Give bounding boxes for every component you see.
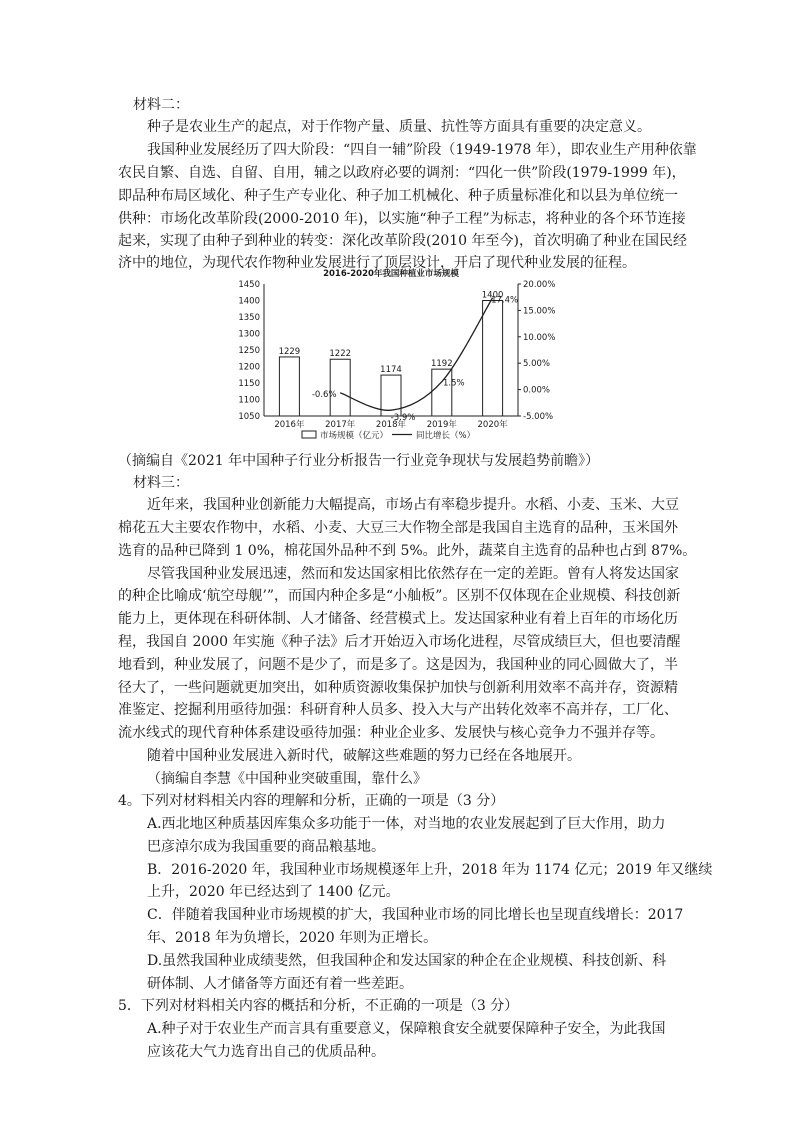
chart-svg bbox=[232, 268, 564, 448]
text-line: 尽管我国种业发展迅速，然而和发达国家相比依然存在一定的差距。曾有人将发达国家 bbox=[147, 566, 679, 582]
bar-value-label: 1174 bbox=[380, 365, 402, 376]
y-tick-label-right: 5.00% bbox=[523, 359, 551, 370]
legend-swatch-bar bbox=[302, 431, 316, 438]
source-citation: （摘编自李慧《中国种业突破重围，靠什么》 bbox=[147, 771, 427, 787]
x-tick-label: 2017年 bbox=[325, 420, 356, 430]
option-a-cont: 巴彦淖尔成为我国重要的商品粮基地。 bbox=[147, 839, 385, 855]
chart-title: 2016-2020年我国种植业市场规模 bbox=[323, 269, 459, 279]
text-line: 我国种业发展经历了四大阶段：“四自一辅”阶段（1949-1978 年），即农业生产用种依靠 bbox=[147, 142, 697, 158]
bar-value-label: 1229 bbox=[278, 346, 301, 357]
growth-value-label: -0.6% bbox=[311, 389, 337, 400]
y-tick-label-left: 1350 bbox=[238, 313, 260, 323]
legend-label-line: 同比增长（%） bbox=[416, 431, 476, 441]
option-a: A.种子对于农业生产而言具有重要意义，保障粮食安全就要保障种子安全，为此我国 bbox=[147, 1021, 666, 1037]
growth-value-label: -3.9% bbox=[390, 413, 416, 424]
y-tick-label-left: 1050 bbox=[238, 412, 260, 422]
text-line: 种子是农业生产的起点，对于作物产量、质量、抗性等方面具有重要的决定意义。 bbox=[147, 119, 651, 135]
text-line: 随着中国种业发展进入新时代，破解这些难题的努力已经在各地展开。 bbox=[147, 748, 581, 764]
growth-value-label: 17.4% bbox=[491, 295, 519, 306]
text-line: 供种：市场化改革阶段(2000-2010 年)，以实施“种子工程”为标志，将种业的各个环节连接 bbox=[118, 211, 686, 227]
bar-value-label: 1222 bbox=[329, 349, 352, 360]
legend-label-bar: 市场规模（亿元） bbox=[320, 431, 389, 441]
option-d-cont: 研体制、人才储备等方面还有着一些差距。 bbox=[147, 976, 413, 992]
text-line: 选育的品种已降到 1 0%，棉花国外品种不到 5%。此外，蔬菜自主选育的品种也占到 87%。 bbox=[118, 543, 697, 559]
text-line: 起来，实现了由种子到种业的转变：深化改革阶段(2010 年至今)，首次明确了种业在国民经 bbox=[118, 233, 688, 249]
text-line: 地看到，种业发展了，问题不是少了，而是多了。这是因为，我国种业的同心圆做大了，半 bbox=[118, 657, 678, 673]
text-line: 的种企比喻成‘航空母舰’”，而国内种企多是“小舢板”。区别不仅体现在企业规模、科技创新 bbox=[118, 588, 681, 604]
text-line: 准鉴定、挖掘利用亟待加强：科研育种人员多、投入大与产出转化效率不高并存，工厂化、 bbox=[118, 702, 678, 718]
x-tick-label: 2018年 bbox=[375, 420, 407, 430]
bar bbox=[432, 369, 452, 416]
text-line: 即品种布局区域化、种子生产专业化、种子加工机械化、种子质量标准化和以县为单位统一 bbox=[118, 188, 678, 204]
option-c-cont: 年、2018 年为负增长，2020 年则为正增长。 bbox=[147, 930, 438, 946]
y-tick-label-left: 1400 bbox=[238, 296, 260, 307]
text-line: 材料二： bbox=[133, 97, 189, 113]
y-tick-label-left: 1300 bbox=[238, 329, 260, 340]
y-tick-label-left: 1150 bbox=[238, 379, 260, 389]
bar bbox=[330, 359, 350, 416]
text-line: 农民自繁、自选、自留、自用，辅之以政府必要的调剂：“四化一供”阶段(1979-1999 年)， bbox=[118, 165, 686, 181]
y-tick-label-left: 1450 bbox=[238, 280, 260, 290]
y-tick-label-right: 10.00% bbox=[523, 332, 556, 343]
text-line: 棉花五大主要农作物中，水稻、小麦、大豆三大作物全部是我国自主选育的品种，玉米国外 bbox=[118, 520, 678, 536]
option-b: B．2016-2020 年，我国种业市场规模逐年上升，2018 年为 1174 亿元；2019 年又继续 bbox=[147, 862, 713, 878]
text-line: 材料三： bbox=[133, 475, 189, 491]
text-line: 近年来，我国种业创新能力大幅提高，市场占有率稳步提升。水稻、小麦、玉米、大豆 bbox=[147, 497, 679, 513]
x-tick-label: 2016年 bbox=[274, 420, 305, 430]
option-a-cont: 应该花大气力选育出自己的优质品种。 bbox=[147, 1044, 385, 1060]
bar bbox=[483, 301, 503, 417]
bar bbox=[279, 357, 299, 416]
y-tick-label-left: 1100 bbox=[238, 395, 260, 406]
y-tick-label-right: -5.00% bbox=[523, 412, 554, 422]
bar-value-label: 1192 bbox=[430, 359, 453, 370]
x-tick-label: 2019年 bbox=[426, 420, 457, 430]
option-c: C．伴随着我国种业市场规模的扩大，我国种业市场的同比增长也呈现直线增长：2017 bbox=[147, 907, 684, 923]
option-a: A.西北地区种质基因库集众多功能于一体，对当地的农业发展起到了巨大作用，助力 bbox=[147, 816, 666, 832]
source-citation: （摘编自《2021 年中国种子行业分析报告一行业竞争现状与发展趋势前瞻》） bbox=[118, 453, 600, 469]
y-tick-label-left: 1200 bbox=[238, 362, 260, 373]
growth-value-label: 1.5% bbox=[442, 378, 465, 389]
x-tick-label: 2020年 bbox=[477, 420, 508, 430]
option-b-cont: 上升，2020 年已经达到了 1400 亿元。 bbox=[147, 884, 400, 900]
text-line: 程，我国自 2000 年实施《种子法》后才开始迈入市场化进程，尽管成绩巨大，但也要清醒 bbox=[118, 634, 681, 650]
y-tick-label-right: 0.00% bbox=[523, 385, 551, 396]
option-d: D.虽然我国种业成绩斐然，但我国种企和发达国家的种企在企业规模、科技创新、科 bbox=[147, 953, 667, 969]
question-4-stem: 4。下列对材料相关内容的理解和分析，正确的一项是（3 分） bbox=[118, 793, 505, 809]
text-line: 济中的地位，为现代农作物种业发展进行了顶层设计，开启了现代种业发展的征程。 bbox=[118, 255, 636, 271]
market-size-chart bbox=[232, 268, 564, 448]
bar-value-label: 1400 bbox=[481, 290, 504, 301]
y-tick-label-right: 15.00% bbox=[523, 306, 556, 317]
y-tick-label-right: 20.00% bbox=[523, 280, 556, 290]
question-5-stem: 5．下列对材料相关内容的概括和分析，不正确的一项是（3 分） bbox=[118, 998, 519, 1014]
growth-line bbox=[340, 298, 492, 411]
y-tick-label-left: 1250 bbox=[238, 346, 260, 356]
text-line: 能力上，更体现在科研体制、人才储备、经营模式上。发达国家种业有着上百年的市场化历 bbox=[118, 611, 678, 627]
text-line: 流水线式的现代育种体系建设亟待加强：种业企业多、发展快与核心竞争力不强并存等。 bbox=[118, 725, 664, 741]
text-line: 径大了，一些问题就更加突出，如种质资源收集保护加快与创新利用效率不高并存，资源精 bbox=[118, 680, 678, 696]
